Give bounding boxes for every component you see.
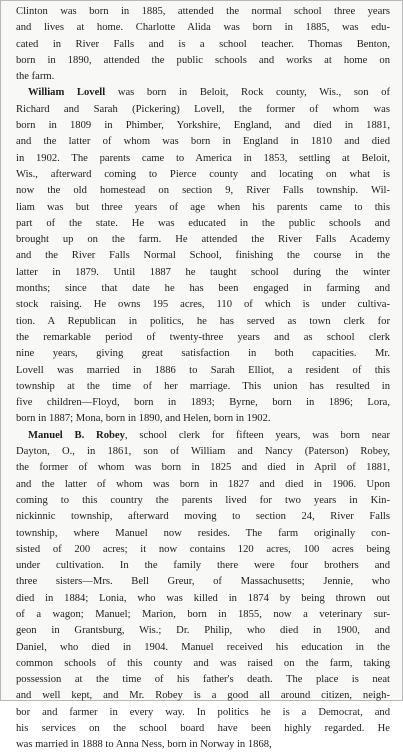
line-text: of a wagon; Manuel; Marion, born in 1855, now a veterinary sur- (16, 608, 390, 620)
text-line (16, 477, 390, 493)
text-line (16, 216, 390, 232)
text-line (16, 493, 390, 509)
line-text: under cultivation. In the family there were four brothers and (16, 560, 390, 572)
line-text: Lovell was married in 1886 to Sarah Elliot, a resident of this (16, 364, 390, 376)
line-text: the farm. (16, 71, 55, 83)
line-text: five children—Floyd, born in 1893; Byrne, born in 1896; Lora, (16, 397, 390, 409)
text-line (16, 200, 390, 216)
text-line (16, 737, 390, 753)
text-line (16, 37, 390, 53)
text-line (16, 656, 390, 672)
text-line (16, 509, 390, 525)
line-text: brought up on the farm. He attended the River Falls Academy (16, 234, 390, 246)
line-text: born in 1887; Mona, born in 1890, and Helen, born in 1902. (16, 413, 271, 425)
text-line (16, 623, 390, 639)
line-text: in 1902. The parents came to America in 1853, settling at Beloit, (16, 152, 390, 164)
line-text: three sisters—Mrs. Bell Greur, of Massachusetts; Jennie, who (16, 576, 390, 588)
text-line (16, 248, 390, 264)
line-text: and well kept, and Mr. Robey is a good all around citizen, neigh- (16, 690, 390, 702)
line-text: , school clerk for fifteen years, was born near (124, 429, 390, 441)
line-text: nickinnic township, afterward moving to section 24, River Falls (16, 511, 390, 523)
line-text: Dayton, O., in 1861, son of William and Nancy (Paterson) Robey, (16, 446, 390, 458)
line-text: Wis., afterward coming to Pierce county and locating on what is (16, 168, 390, 180)
text-line (16, 314, 390, 330)
text-line (16, 395, 390, 411)
text-line (16, 134, 390, 150)
text-line (16, 591, 390, 607)
line-text: and lives at home. Charlotte Alida was born in 1885, was edu- (16, 22, 390, 34)
line-text: now the old homestead on section 9, River Falls township. Wil- (16, 185, 390, 197)
text-line (16, 85, 390, 101)
line-text: cated in River Falls and is a school teacher. Thomas Benton, (16, 38, 390, 50)
text-line (16, 526, 390, 542)
line-text: sisted of 200 acres; it now contains 120 acres, 100 acres being (16, 543, 390, 555)
text-line (16, 281, 390, 297)
text-line (16, 20, 390, 36)
line-text: months; since that date he has been engaged in farming and (16, 283, 390, 295)
text-line (16, 167, 390, 183)
text-line (16, 151, 390, 167)
text-line (16, 102, 390, 118)
line-text: was married in 1888 to Anna Ness, born in Norway in 1868, (16, 739, 272, 751)
text-line (16, 705, 390, 721)
text-line (16, 297, 390, 313)
line-text: the former of whom was born in 1825 and died in April of 1881, (16, 462, 390, 474)
text-line (16, 672, 390, 688)
text-line (16, 232, 390, 248)
line-text: and the River Falls Normal School, finishing the course in the (16, 250, 390, 262)
line-text: township at the time of her marriage. This union has resulted in (16, 380, 390, 392)
line-text: and the latter of whom was born in England in 1810 and died (16, 136, 390, 148)
text-line (16, 330, 390, 346)
line-text: common schools of this county and was raised on the farm, taking (16, 657, 390, 669)
text-line (16, 428, 390, 444)
line-text: the remarkable period of twenty-three years and as school clerk (16, 331, 390, 343)
line-text: Daniel, who died in 1904. Manuel received his education in the (16, 641, 390, 653)
line-text: coming to this country the parents lived for two years in Kin- (16, 494, 390, 506)
line-text: part of the state. He was educated in the public schools and (16, 217, 390, 229)
text-line (16, 574, 390, 590)
text-line (16, 688, 390, 704)
line-text: latter in 1879. Until 1887 he taught school during the winter (16, 266, 390, 278)
text-line (16, 607, 390, 623)
line-text: born in 1809 in Phimber, Yorkshire, England, and died in 1881, (16, 120, 390, 132)
text-line (16, 640, 390, 656)
biography-subject-name: Manuel B. Robey (28, 429, 125, 441)
text-line (16, 411, 390, 427)
line-text: township, where Manuel now resides. The farm originally con- (16, 527, 390, 539)
text-line (16, 265, 390, 281)
text-line (16, 363, 390, 379)
text-line (16, 379, 390, 395)
line-text: bor and farmer in every way. In politics he is a Democrat, and (16, 706, 390, 718)
line-text: nine years, giving great satisfaction in both capacities. Mr. (16, 348, 390, 360)
text-line (16, 118, 390, 134)
text-line (16, 460, 390, 476)
text-line (16, 444, 390, 460)
text-line (16, 542, 390, 558)
text-line (16, 721, 390, 737)
line-text: was born in Beloit, Rock county, Wis., son of (105, 87, 390, 99)
text-line (16, 558, 390, 574)
line-text: Richard and Sarah (Pickering) Lovell, the former of whom was (16, 103, 390, 115)
line-text: Clinton was born in 1885, attended the normal school three years (16, 6, 390, 17)
line-text: and the latter of whom was born in 1827 and died in 1906. Upon (16, 478, 390, 490)
text-line (16, 4, 390, 20)
line-text: geon in Grantsburg, Wis.; Dr. Philip, who died in 1900, and (16, 625, 390, 637)
text-line (16, 53, 390, 69)
text-line (16, 183, 390, 199)
text-line (16, 346, 390, 362)
line-text: possession at the time of his father's death. The place is neat (16, 674, 390, 686)
biography-text (16, 4, 390, 754)
line-text: stock raising. He owns 195 acres, 110 of which is under cultiva- (16, 299, 390, 311)
biography-subject-name: William Lovell (28, 87, 106, 99)
line-text: tion. A Republican in politics, he has served as town clerk for (16, 315, 390, 327)
line-text: his services on the school board have been highly regarded. He (16, 723, 390, 735)
line-text: liam was but three years of age when his parents came to this (16, 201, 390, 213)
line-text: born in 1890, attended the public schools and works at home on (16, 54, 390, 66)
line-text: died in 1884; Lonia, who was killed in 1874 by being thrown out (16, 592, 390, 604)
text-line (16, 69, 390, 85)
